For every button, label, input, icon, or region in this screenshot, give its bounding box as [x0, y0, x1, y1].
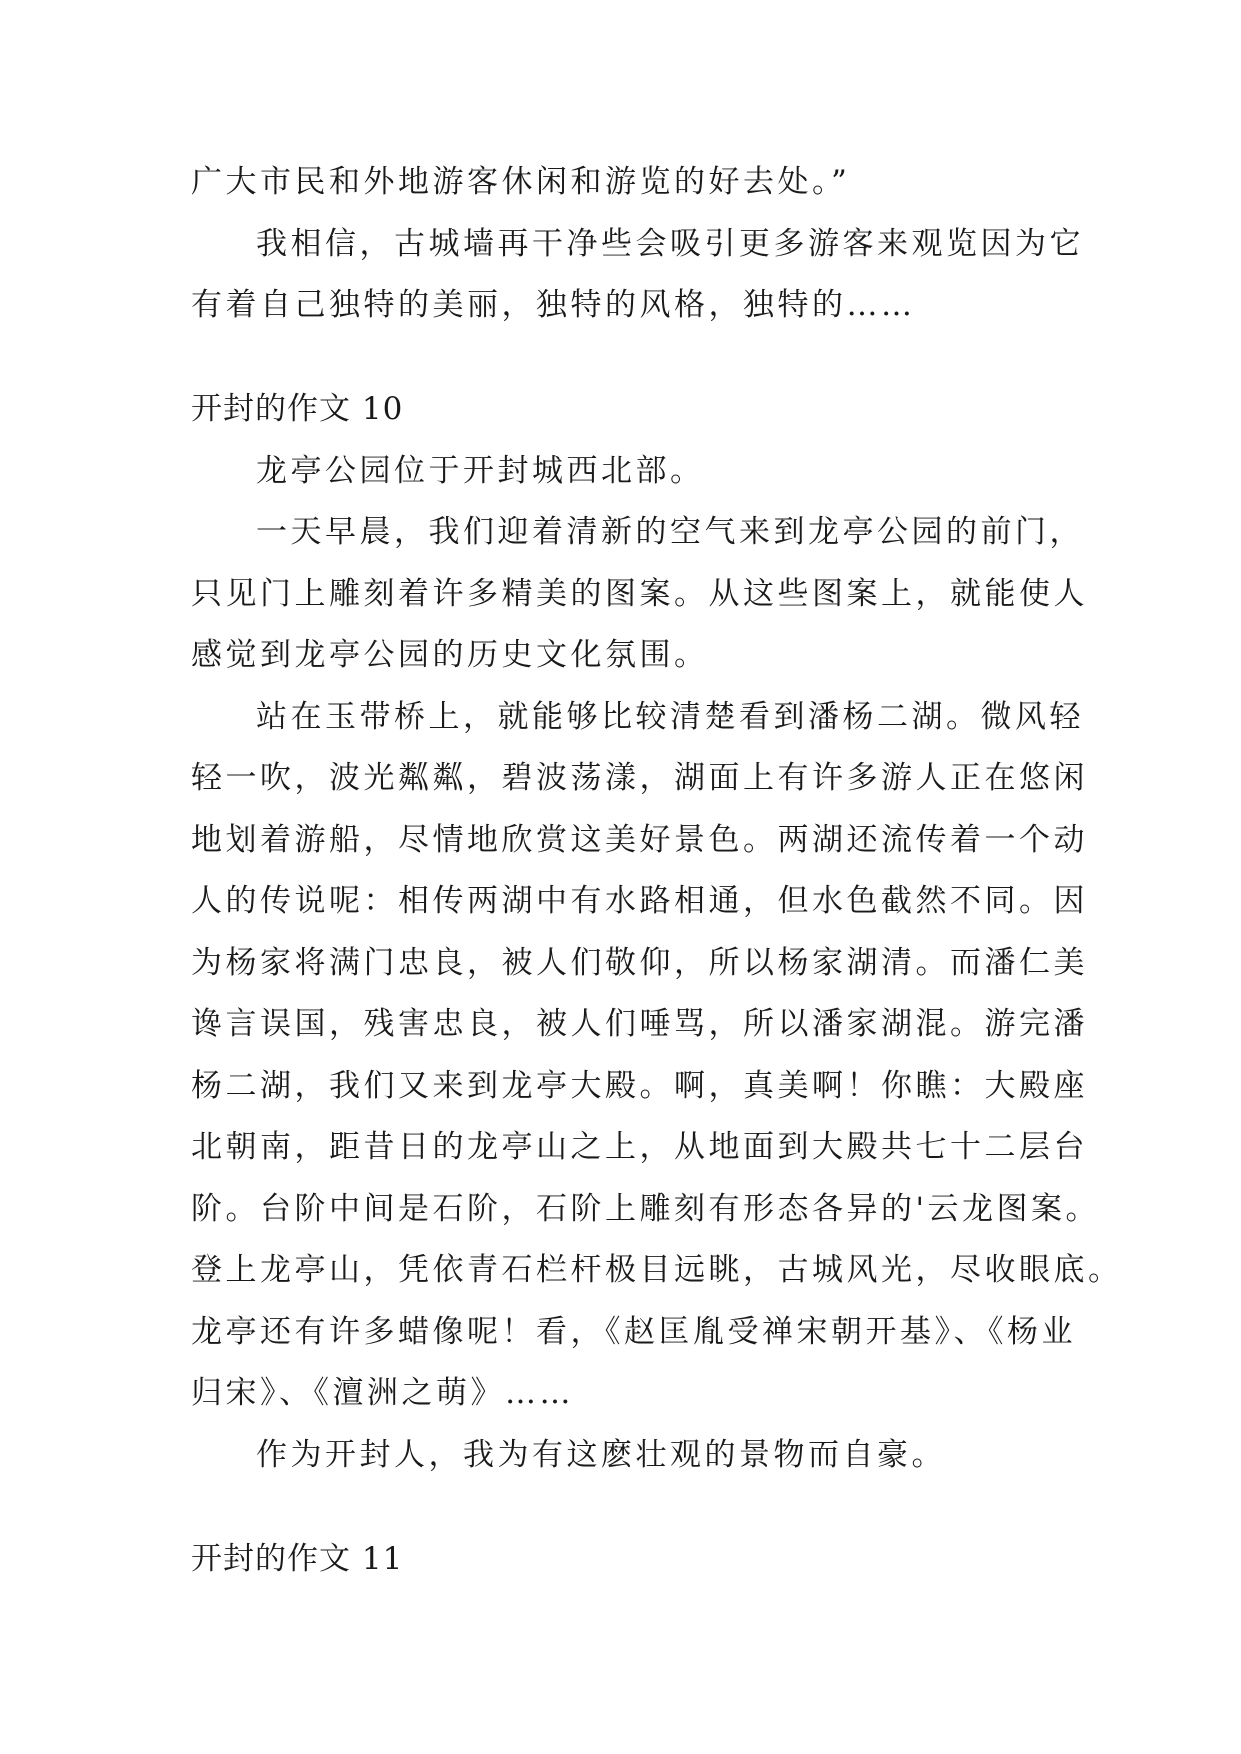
- paragraph-line: 一天早晨，我们迎着清新的空气来到龙亭公园的前门，: [256, 514, 1084, 550]
- section-heading: 开封的作文 11: [191, 1541, 404, 1577]
- paragraph-line: 地划着游船，尽情地欣赏这美好景色。两湖还流传着一个动: [191, 822, 1088, 858]
- paragraph-line: 人的传说呢：相传两湖中有水路相通，但水色截然不同。因: [191, 883, 1088, 919]
- paragraph-line: 我相信，古城墙再干净些会吸引更多游客来观览因为它: [256, 226, 1084, 262]
- paragraph-line: 有着自己独特的美丽，独特的风格，独特的……: [191, 287, 916, 323]
- paragraph-line: 杨二湖，我们又来到龙亭大殿。啊，真美啊！你瞧：大殿座: [191, 1068, 1088, 1104]
- paragraph-line: 阶。台阶中间是石阶，石阶上雕刻有形态各异的'云龙图案。: [191, 1191, 1101, 1227]
- paragraph-line: 归宋》、《澶洲之萌》……: [191, 1375, 574, 1411]
- paragraph-line: 龙亭公园位于开封城西北部。: [256, 453, 705, 489]
- paragraph-line: 作为开封人，我为有这麽壮观的景物而自豪。: [256, 1437, 946, 1473]
- paragraph-line: 龙亭还有许多蜡像呢！看，《赵匡胤受禅宋朝开基》、《杨业: [191, 1314, 1076, 1350]
- paragraph-line: 轻一吹，波光粼粼，碧波荡漾，湖面上有许多游人正在悠闲: [191, 760, 1088, 796]
- paragraph-line: 只见门上雕刻着许多精美的图案。从这些图案上，就能使人: [191, 576, 1088, 612]
- paragraph-line: 登上龙亭山，凭依青石栏杆极目远眺，古城风光，尽收眼底。: [191, 1252, 1123, 1288]
- paragraph-line: 北朝南，距昔日的龙亭山之上，从地面到大殿共七十二层台: [191, 1129, 1088, 1165]
- section-heading: 开封的作文 10: [191, 391, 404, 427]
- paragraph-line: 为杨家将满门忠良，被人们敬仰，所以杨家湖清。而潘仁美: [191, 945, 1088, 981]
- paragraph-line: 感觉到龙亭公园的历史文化氛围。: [191, 637, 709, 673]
- paragraph-line: 站在玉带桥上，就能够比较清楚看到潘杨二湖。微风轻: [256, 699, 1084, 735]
- paragraph-line: 广大市民和外地游客休闲和游览的好去处。”: [191, 164, 851, 200]
- paragraph-line: 谗言误国，残害忠良，被人们唾骂，所以潘家湖混。游完潘: [191, 1006, 1088, 1042]
